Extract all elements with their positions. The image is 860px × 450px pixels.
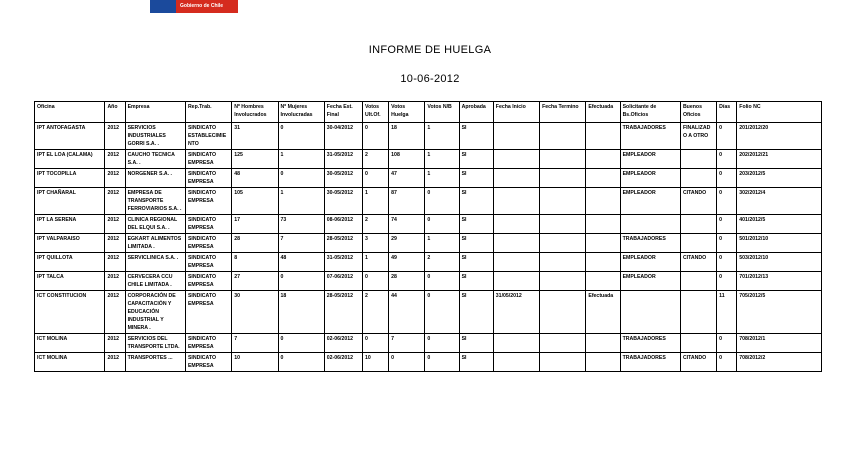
table-cell: SINDICATO EMPRESA <box>185 169 231 188</box>
table-cell: TRABAJADORES <box>620 123 680 150</box>
table-cell: 28-05/2012 <box>324 291 362 334</box>
column-header: Votos Huelga <box>389 102 425 123</box>
column-header: Año <box>105 102 125 123</box>
table-cell: 0 <box>425 272 459 291</box>
table-cell: 2 <box>363 150 389 169</box>
table-cell <box>620 215 680 234</box>
table-cell: 7 <box>278 234 324 253</box>
table-cell: 1 <box>425 150 459 169</box>
table-cell: 708/2012/2 <box>737 353 822 372</box>
table-cell <box>586 253 620 272</box>
table-cell: 31-05/2012 <box>324 253 362 272</box>
table-cell: SI <box>459 150 493 169</box>
table-cell: 30 <box>232 291 278 334</box>
table-cell: SINDICATO EMPRESA <box>185 334 231 353</box>
table-cell <box>493 353 539 372</box>
table-cell: 07-06/2012 <box>324 272 362 291</box>
column-header: Fecha Termino <box>540 102 586 123</box>
table-cell <box>680 272 716 291</box>
table-row <box>35 215 822 234</box>
table-cell <box>493 169 539 188</box>
table-cell <box>493 272 539 291</box>
table-cell: 18 <box>278 291 324 334</box>
table-row <box>35 150 822 169</box>
table-cell: 0 <box>425 215 459 234</box>
table-cell: 31-05/2012 <box>324 150 362 169</box>
table-cell <box>586 123 620 150</box>
table-cell: 2012 <box>105 272 125 291</box>
table-cell <box>586 188 620 215</box>
table-cell <box>493 188 539 215</box>
table-cell: 2012 <box>105 253 125 272</box>
table-row <box>35 234 822 253</box>
table-cell: CAUCHO TECNICA S.A. . <box>125 150 185 169</box>
table-cell: 08-06/2012 <box>324 215 362 234</box>
table-row <box>35 123 822 150</box>
table-cell: 0 <box>363 334 389 353</box>
table-cell: 202/2012/21 <box>737 150 822 169</box>
table-cell: SI <box>459 234 493 253</box>
table-cell <box>540 234 586 253</box>
table-cell: 29 <box>389 234 425 253</box>
table-cell: EMPLEADOR <box>620 272 680 291</box>
table-cell: CITANDO <box>680 253 716 272</box>
table-cell: SINDICATO EMPRESA <box>185 188 231 215</box>
table-cell: 44 <box>389 291 425 334</box>
column-header: Rep.Trab. <box>185 102 231 123</box>
table-cell <box>540 353 586 372</box>
table-cell <box>680 234 716 253</box>
table-cell <box>540 215 586 234</box>
table-cell: CERVECERA CCU CHILE LIMITADA . <box>125 272 185 291</box>
table-cell: 0 <box>363 272 389 291</box>
table-cell <box>680 334 716 353</box>
table-cell: EGKART ALIMENTOS LIMITADA . <box>125 234 185 253</box>
table-cell: 0 <box>717 272 737 291</box>
table-cell: ICT CONSTITUCION <box>35 291 105 334</box>
table-cell: 302/2012/4 <box>737 188 822 215</box>
table-cell <box>540 188 586 215</box>
table-cell: 401/2012/5 <box>737 215 822 234</box>
table-cell: 1 <box>278 188 324 215</box>
report-date: 10-06-2012 <box>400 73 460 85</box>
table-cell: 30-05/2012 <box>324 169 362 188</box>
table-cell <box>680 291 716 334</box>
table-row <box>35 253 822 272</box>
table-cell: SINDICATO EMPRESA <box>185 234 231 253</box>
table-cell <box>680 150 716 169</box>
logo-text: Gobierno de Chile <box>180 3 224 9</box>
table-cell: SI <box>459 169 493 188</box>
column-header: Votos Ult.Of. <box>363 102 389 123</box>
table-row <box>35 291 822 334</box>
table-cell: CITANDO <box>680 188 716 215</box>
table-cell: SERVICLINICA S.A. . <box>125 253 185 272</box>
table-cell: 701/2012/13 <box>737 272 822 291</box>
column-header: Solicitante de Bs.Oficios <box>620 102 680 123</box>
table-cell: 7 <box>389 334 425 353</box>
report-title: INFORME DE HUELGA <box>368 44 492 56</box>
table-cell <box>493 123 539 150</box>
table-cell: SI <box>459 353 493 372</box>
table-cell <box>540 150 586 169</box>
table-cell: TRABAJADORES <box>620 234 680 253</box>
table-cell: 48 <box>232 169 278 188</box>
table-cell: SINDICATO EMPRESA <box>185 353 231 372</box>
table-cell <box>493 215 539 234</box>
table-cell: 0 <box>425 291 459 334</box>
table-cell: 2012 <box>105 123 125 150</box>
column-header: Buenos Oficios <box>680 102 716 123</box>
table-row <box>35 188 822 215</box>
table-cell: TRANSPORTES ... <box>125 353 185 372</box>
table-cell: SI <box>459 272 493 291</box>
column-header: Nº Mujeres Involucradas <box>278 102 324 123</box>
table-cell: 49 <box>389 253 425 272</box>
column-header: Fecha Inicio <box>493 102 539 123</box>
table-cell: 501/2012/10 <box>737 234 822 253</box>
column-header: Votos N/B <box>425 102 459 123</box>
table-cell: ICT MOLINA <box>35 353 105 372</box>
table-cell: 0 <box>717 334 737 353</box>
table-cell: 2012 <box>105 353 125 372</box>
table-cell: 0 <box>278 272 324 291</box>
table-cell: EMPLEADOR <box>620 169 680 188</box>
table-cell: IPT EL LOA (CALAMA) <box>35 150 105 169</box>
table-cell: 2012 <box>105 334 125 353</box>
table-cell: 2012 <box>105 188 125 215</box>
table-cell: 2012 <box>105 150 125 169</box>
strike-report-table <box>34 101 822 372</box>
column-header: Días <box>717 102 737 123</box>
table-cell: SI <box>459 188 493 215</box>
table-cell: SINDICATO EMPRESA <box>185 291 231 334</box>
table-cell <box>493 150 539 169</box>
table-cell: 28-05/2012 <box>324 234 362 253</box>
table-cell: 2 <box>425 253 459 272</box>
table-cell: 0 <box>278 169 324 188</box>
column-header: Nº Hombres Involucrados <box>232 102 278 123</box>
table-cell: SI <box>459 253 493 272</box>
table-cell: SINDICATO EMPRESA <box>185 215 231 234</box>
table-row <box>35 169 822 188</box>
table-cell <box>620 291 680 334</box>
table-cell: 0 <box>717 169 737 188</box>
table-cell: NORGENER S.A. . <box>125 169 185 188</box>
table-cell: 28 <box>389 272 425 291</box>
government-logo <box>150 0 238 13</box>
table-cell: 1 <box>363 188 389 215</box>
table-cell <box>680 215 716 234</box>
table-cell: 105 <box>232 188 278 215</box>
table-cell: 0 <box>717 188 737 215</box>
table-cell: CORPORACIÓN DE CAPACITACIÓN Y EDUCACIÓN INDUSTRIAL Y MINERA . <box>125 291 185 334</box>
table-cell <box>540 291 586 334</box>
column-header: Folio NC <box>737 102 822 123</box>
table-cell: 18 <box>389 123 425 150</box>
table-cell: EMPLEADOR <box>620 253 680 272</box>
table-cell: CITANDO <box>680 353 716 372</box>
table-cell: 0 <box>278 334 324 353</box>
table-cell: 7 <box>232 334 278 353</box>
table-cell: SINDICATO EMPRESA <box>185 272 231 291</box>
table-cell: 705/2012/5 <box>737 291 822 334</box>
table-cell: 0 <box>363 169 389 188</box>
table-cell: 0 <box>425 334 459 353</box>
table-cell: 31/05/2012 <box>493 291 539 334</box>
table-cell: 0 <box>717 215 737 234</box>
table-row <box>35 272 822 291</box>
table-cell: 0 <box>389 353 425 372</box>
table-row <box>35 353 822 372</box>
column-header: Oficina <box>35 102 105 123</box>
table-cell: 0 <box>278 123 324 150</box>
table-cell: IPT CHAÑARAL <box>35 188 105 215</box>
table-row <box>35 334 822 353</box>
table-cell <box>540 272 586 291</box>
table-cell <box>586 334 620 353</box>
table-cell <box>540 334 586 353</box>
table-cell: 73 <box>278 215 324 234</box>
table-cell: 0 <box>717 150 737 169</box>
table-cell: 10 <box>363 353 389 372</box>
table-cell: 1 <box>363 253 389 272</box>
table-cell: 17 <box>232 215 278 234</box>
table-cell: IPT ANTOFAGASTA <box>35 123 105 150</box>
table-cell: TRABAJADORES <box>620 334 680 353</box>
table-cell: SINDICATO ESTABLECIMIENTO <box>185 123 231 150</box>
table-cell: SI <box>459 215 493 234</box>
table-cell: 1 <box>425 123 459 150</box>
table-cell: Efectuada <box>586 291 620 334</box>
table-cell: IPT QUILLOTA <box>35 253 105 272</box>
table-cell: TRABAJADORES <box>620 353 680 372</box>
table-cell <box>540 169 586 188</box>
table-cell: 0 <box>717 353 737 372</box>
table-cell: 2012 <box>105 215 125 234</box>
table-cell: 2012 <box>105 234 125 253</box>
table-cell <box>540 123 586 150</box>
table-cell <box>586 150 620 169</box>
table-cell: 0 <box>717 123 737 150</box>
table-cell: 0 <box>425 188 459 215</box>
table-cell: 503/2012/10 <box>737 253 822 272</box>
table-cell: CLINICA REGIONAL DEL ELQUI S.A. . <box>125 215 185 234</box>
table-cell <box>586 169 620 188</box>
column-header: Fecha Est. Final <box>324 102 362 123</box>
table-body <box>35 123 822 372</box>
table-cell: 48 <box>278 253 324 272</box>
table-cell: 0 <box>363 123 389 150</box>
table-cell: IPT TALCA <box>35 272 105 291</box>
table-cell: IPT TOCOPILLA <box>35 169 105 188</box>
table-cell: 30-04/2012 <box>324 123 362 150</box>
column-header: Efectuada <box>586 102 620 123</box>
table-cell: 0 <box>425 353 459 372</box>
table-cell: 1 <box>278 150 324 169</box>
table-cell: 28 <box>232 234 278 253</box>
table-cell: 8 <box>232 253 278 272</box>
table-cell: 1 <box>425 234 459 253</box>
table-cell: 3 <box>363 234 389 253</box>
table-cell: 10 <box>232 353 278 372</box>
table-cell: 74 <box>389 215 425 234</box>
table-cell <box>540 253 586 272</box>
table-cell: SINDICATO EMPRESA <box>185 150 231 169</box>
table-cell: 0 <box>717 234 737 253</box>
table-cell: SERVICIOS DEL TRANSPORTE LTDA. <box>125 334 185 353</box>
table-cell: 201/2012/20 <box>737 123 822 150</box>
logo-blue-block <box>150 0 176 13</box>
table-cell: 125 <box>232 150 278 169</box>
table-cell: 0 <box>278 353 324 372</box>
table-cell: SI <box>459 291 493 334</box>
table-cell: IPT LA SERENA <box>35 215 105 234</box>
table-cell <box>493 234 539 253</box>
table-cell <box>586 353 620 372</box>
table-cell: 0 <box>717 253 737 272</box>
table-cell <box>493 334 539 353</box>
table-cell <box>493 253 539 272</box>
table-cell: 2 <box>363 215 389 234</box>
table-cell: EMPLEADOR <box>620 188 680 215</box>
table-cell <box>586 272 620 291</box>
table-cell: IPT VALPARAISO <box>35 234 105 253</box>
table-cell: EMPRESA DE TRANSPORTE FERROVIARIOS S.A. . <box>125 188 185 215</box>
table-cell: 87 <box>389 188 425 215</box>
table-cell <box>586 234 620 253</box>
table-cell: SI <box>459 334 493 353</box>
table-cell: 11 <box>717 291 737 334</box>
table-cell: 27 <box>232 272 278 291</box>
table-cell: 2 <box>363 291 389 334</box>
column-header: Empresa <box>125 102 185 123</box>
table-cell: FINALIZADO A OTRO <box>680 123 716 150</box>
table-cell <box>586 215 620 234</box>
table-cell: EMPLEADOR <box>620 150 680 169</box>
table-header-row <box>35 102 822 123</box>
table-cell: 1 <box>425 169 459 188</box>
table-cell: 2012 <box>105 169 125 188</box>
column-header: Aprobada <box>459 102 493 123</box>
table-cell: 708/2012/1 <box>737 334 822 353</box>
table-cell: ICT MOLINA <box>35 334 105 353</box>
table-cell: 30-05/2012 <box>324 188 362 215</box>
table-cell: 203/2012/5 <box>737 169 822 188</box>
table-cell: 108 <box>389 150 425 169</box>
table-cell: 02-06/2012 <box>324 334 362 353</box>
table-cell: SI <box>459 123 493 150</box>
table-cell: 2012 <box>105 291 125 334</box>
table-cell: 47 <box>389 169 425 188</box>
table-cell: SERVICIOS INDUSTRIALES GORRI S.A. . <box>125 123 185 150</box>
table-cell: 31 <box>232 123 278 150</box>
table-cell <box>680 169 716 188</box>
table-cell: SINDICATO EMPRESA <box>185 253 231 272</box>
table-cell: 02-06/2012 <box>324 353 362 372</box>
